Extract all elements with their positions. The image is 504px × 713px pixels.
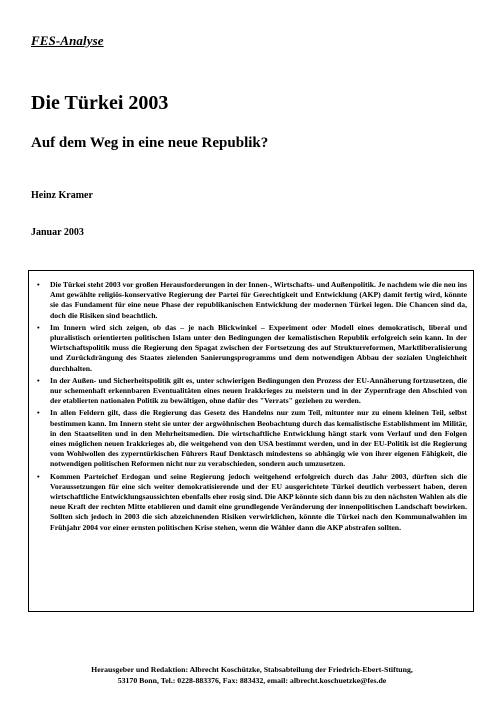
footer-editor-line: Herausgeber und Redaktion: Albrecht Koschützke, Stabsabteilung der Friedrich-Ebert-Stiftung, [91, 665, 413, 674]
document-title: Die Türkei 2003 [31, 92, 169, 114]
author-name: Heinz Kramer [31, 190, 93, 201]
summary-item [35, 376, 467, 407]
summary-item [35, 472, 467, 533]
summary-item [35, 280, 467, 321]
series-label: FES-Analyse [31, 33, 104, 48]
bullet-icon: • [37, 322, 40, 332]
summary-item-text: Die Türkei steht 2003 vor großen Herausforderungen in der Innen-, Wirtschafts- und Außenpolitik. Je nachdem wie die neu ins Amt gewählte religiös-konservative Regierung der Partei für Gerechtigkeit und Entwicklung (AKP) damit fertig wird, könnte sie das Fundament für eine neue Phase der republikanischen Entwicklung der modernen Türkei legen. Die Chancen sind da, doch die Risiken sind beachtlich. [50, 280, 467, 320]
summary-item [35, 323, 467, 374]
summary-box [28, 270, 474, 612]
bullet-icon: • [37, 280, 40, 289]
summary-list [35, 280, 467, 533]
footer-contact-line: 53170 Bonn, Tel.: 0228-883376, Fax: 883432, email: albrecht.koschuetzke@fes.de [117, 676, 387, 685]
summary-item-text: In der Außen- und Sicherheitspolitik gilt es, unter schwierigen Bedingungen den Prozess der EU-Annäherung fortzusetzen, die nur schemenhaft erkennbaren Eventualitäten eines neuen Irakkrieges zu meistern und in der Zypernfrage den Abschied von der etablierten nationalen Politik zu bewältigen, ohne dafür des "Verrats" geziehen zu werden. [50, 375, 467, 406]
summary-item-text: In allen Feldern gilt, dass die Regierung das Gesetz des Handelns nur zum Teil, mitunter nur zu einem kleinen Teil, selbst bestimmen kann. Im Innern steht sie unter der argwöhnischen Beobachtung durch das kemalistische Establishment im Militär, in den Staatseliten und in den Mehrheitsmedien. Die wirtschaftliche Entwicklung hängt stark vom Verlauf und den Folgen eines möglichen neuen Irakkrieges ab, die weitgehend von den USA bestimmt werden, und in der EU-Politik ist die Regierung vom Wohlwollen des zyperntürkischen Führers Rauf Denktasch mindestens so abhängig wie von ihrer eigenen Fähigkeit, die notwendigen politischen Reformen nicht nur zu verabschieden, sondern auch umzusetzen. [50, 408, 467, 469]
bullet-icon: • [37, 375, 40, 385]
publication-date: Januar 2003 [31, 227, 84, 238]
summary-item [35, 408, 467, 469]
document-subtitle: Auf dem Weg in eine neue Republik? [31, 135, 269, 151]
bullet-icon: • [37, 471, 40, 481]
summary-item-text: Im Innern wird sich zeigen, ob das – je nach Blickwinkel – Experiment oder Modell eines demokratisch, liberal und pluralistisch orientierten politischen Islam unter den Bedingungen der kemalistischen Republik erfolgreich sein kann. In der Wirtschaftspolitik muss die Regierung den Spagat zwischen der Fortsetzung des auf Strukturreformen, Marktliberalisierung und Zurückdrängung des Staates zielenden Sanierungsprogramms und dem notwendigen Abbau der sozialen Ungleichheit durchhalten. [50, 322, 467, 373]
summary-item-text: Kommen Parteichef Erdogan und seine Regierung jedoch weitgehend erfolgreich durch das Jahr 2003, dürften sich die Voraussetzungen für eine sich weiter demokratisierende und der EU ausgerichtete Türkei deutlich verbessert haben, deren wirtschaftliche Entwicklungsaussichten ebenfalls eher rosig sind. Die AKP könnte sich dann bis zu den nächsten Wahlen als die neue Kraft der rechten Mitte etablieren und damit eine grundlegende Veränderung der innenpolitischen Landschaft bewirken. Sollten sich jedoch in 2003 die sich abzeichnenden Risiken verwirklichen, könnte die Türkei nach den Kommunalwahlen im Frühjahr 2004 vor einer ernsten politischen Krise stehen, wenn die Wähler dann die AKP abstrafen sollten. [50, 471, 467, 532]
bullet-icon: • [37, 408, 40, 418]
publisher-footer [20, 664, 484, 686]
